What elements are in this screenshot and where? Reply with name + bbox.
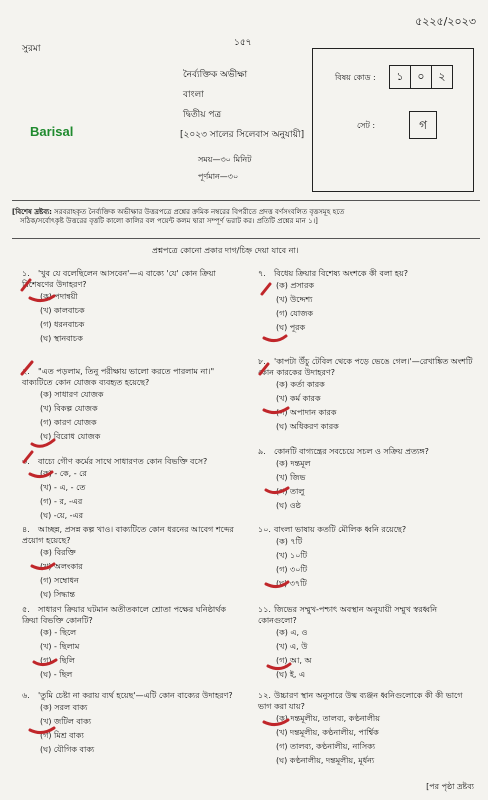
answer-option: (ঘ) স্থানবাচক bbox=[40, 334, 83, 343]
answer-option: (ঘ) পূরক bbox=[276, 323, 306, 332]
question-text bbox=[22, 456, 242, 467]
answer-option: (ঘ) ওষ্ঠ bbox=[276, 501, 301, 510]
notice-line-1: সরবরাহকৃত নৈর্ব্যক্তিক অভীক্ষার উত্তরপত্রে প্রশ্নের ক্রমিক নম্বরের বিপরীতে প্রদত্ত বর্ণসংবলিত বৃত্তসমূহ হতে bbox=[54, 208, 345, 216]
set-value-box: গ bbox=[409, 111, 437, 139]
question-text bbox=[22, 268, 242, 290]
answer-option: (ঘ) - ছিল bbox=[40, 670, 73, 679]
exam-time: সময়—৩০ মিনিট bbox=[198, 155, 252, 164]
right-question-1 bbox=[258, 268, 478, 335]
answer-option: (গ) সম্বোধন bbox=[40, 576, 79, 585]
answer-option: (খ) বিকল্প যোজক bbox=[40, 404, 98, 413]
answer-option: (গ) ৩০টি bbox=[276, 565, 308, 574]
code-digit-1: ১ bbox=[389, 65, 411, 89]
answer-option: (ক) কর্তা কারক bbox=[276, 380, 325, 389]
question-number: ৯. bbox=[258, 447, 266, 456]
next-page-note: [পর পৃষ্ঠা দ্রষ্টব্য bbox=[426, 782, 474, 791]
answer-option: (ঘ) -য়ে, -এর bbox=[40, 511, 84, 520]
answer-option: (খ) - ছিলাম bbox=[40, 642, 80, 651]
notice-line-2: সঠিক/সর্বোৎকৃষ্ট উত্তরের বৃত্তটি কালো কালির বল পয়েন্ট কলম দ্বারা সম্পূর্ণ ভরাট কর। প্রতিটি প্রশ্নের মান ১।] bbox=[20, 217, 318, 225]
paper-name: দ্বিতীয় পত্র bbox=[183, 110, 222, 120]
answer-option: (ঘ) ই, এ bbox=[276, 670, 306, 679]
subject-code-label: বিষয় কোড : bbox=[335, 73, 376, 82]
paper-code: ৫২২৫/২০২৩ bbox=[415, 15, 476, 28]
left-question-5 bbox=[22, 604, 242, 682]
right-question-5 bbox=[258, 604, 478, 682]
question-number: ৮. bbox=[258, 357, 266, 366]
answer-option: (ক) দন্তমূলীয়, তালব্য, কণ্ঠনালীয় bbox=[276, 714, 380, 723]
answer-option: (ক) - ছিলে bbox=[40, 628, 77, 637]
exam-type: নৈর্ব্যক্তিক অভীক্ষা bbox=[183, 70, 248, 80]
left-question-4 bbox=[22, 524, 242, 602]
answer-option: (ঘ) কণ্ঠনালীয়, দন্তমূলীয়, মূর্ধন্য bbox=[276, 756, 375, 765]
left-question-2 bbox=[22, 366, 242, 444]
notice-label: [বিশেষ দ্রষ্টব্য: bbox=[12, 208, 52, 216]
question-text bbox=[258, 524, 478, 535]
question-stem: "এত পড়লাম, তিনু পরীক্ষায় ভালো করতে পারলাম না।" বাক্যটিতে কোন যোজক ব্যবহৃত হয়েছে? bbox=[22, 367, 215, 387]
question-stem: কোনটি বাগ্যন্ত্রের সবচেয়ে সচল ও সক্রিয় প্রত্যঙ্গ? bbox=[274, 447, 429, 456]
code-digit-2: ০ bbox=[411, 65, 432, 89]
answer-option: (খ) অলংকার bbox=[40, 562, 83, 571]
question-stem: বিধেয় ক্রিয়ার বিশেষ্য অংশকে কী বলা হয়? bbox=[274, 269, 408, 278]
question-text bbox=[22, 690, 242, 701]
question-number: ২. bbox=[22, 367, 30, 376]
right-question-4 bbox=[258, 524, 478, 591]
pen-mark bbox=[264, 336, 286, 341]
answer-option: (গ) তালব্য, কণ্ঠনালীয়, নাসিক্য bbox=[276, 742, 376, 751]
answer-option: (গ) অপাদান কারক bbox=[276, 408, 337, 417]
answer-option: (গ) তালু bbox=[276, 487, 305, 496]
answer-option: (খ) - এ, - তে bbox=[40, 483, 86, 492]
answer-option: (ক) দন্তমূল bbox=[276, 459, 311, 468]
page-number: ১৫৭ bbox=[234, 38, 252, 48]
question-text bbox=[258, 604, 478, 626]
answer-option: (খ) জিভ bbox=[276, 473, 306, 482]
answer-option: (ক) বিরক্তি bbox=[40, 548, 76, 557]
code-digit-3: ২ bbox=[432, 65, 453, 89]
question-number: ৩. bbox=[22, 457, 30, 466]
syllabus-note: [২০২৩ সালের সিলেবাস অনুযায়ী] bbox=[180, 130, 305, 140]
question-number: ১১. bbox=[258, 605, 271, 614]
question-stem: 'খুব যে বলেছিলেন আসবেন'—এ বাক্যে 'যে' কোন ক্রিয়া বিশেষণের উদাহরণ? bbox=[22, 269, 216, 289]
set-label: সেট : bbox=[357, 121, 376, 130]
question-number: ৪. bbox=[22, 525, 30, 534]
answer-option: (খ) জটিল বাক্য bbox=[40, 717, 92, 726]
answer-option: (ঘ) যৌগিক বাক্য bbox=[40, 745, 95, 754]
question-text bbox=[22, 366, 242, 388]
answer-option: (খ) উদ্দেশ্য bbox=[276, 295, 313, 304]
answer-option: (খ) কর্ম কারক bbox=[276, 394, 321, 403]
question-text bbox=[258, 446, 478, 457]
no-mark-instruction: প্রশ্নপত্রে কোনো প্রকার দাগ/চিহ্ন দেয়া যাবে না। bbox=[152, 246, 299, 255]
question-stem: 'তুমি চেষ্টা না করায় ব্যর্থ হয়েছ'—এটি কোন বাক্যের উদাহরণ? bbox=[38, 691, 233, 700]
left-question-6 bbox=[22, 690, 242, 757]
answer-option: (খ) এ, উ bbox=[276, 642, 308, 651]
question-number: ৭. bbox=[258, 269, 266, 278]
question-stem: জিভের সম্মুখ-পশ্চাৎ অবস্থান অনুযায়ী সম্মুখ স্বরধ্বনি কোনগুলো? bbox=[258, 605, 438, 625]
question-text bbox=[22, 524, 242, 546]
question-stem: 'কাপটা উঁচু টেবিল থেকে পড়ে ভেঙে গেল।'—রেখাঙ্কিত অংশটি কোন কারকের উদাহরণ? bbox=[258, 357, 473, 377]
answer-option: (গ) ধরনবাচক bbox=[40, 320, 85, 329]
right-question-3 bbox=[258, 446, 478, 513]
answer-option: (ক) সরল বাক্য bbox=[40, 703, 88, 712]
answer-option: (খ) ১০টি bbox=[276, 551, 308, 560]
left-question-1 bbox=[22, 268, 242, 346]
question-text bbox=[258, 690, 478, 712]
answer-option: (ক) প্রসারক bbox=[276, 281, 314, 290]
question-text bbox=[258, 268, 478, 279]
answer-option: (গ) আ, অ bbox=[276, 656, 312, 665]
answer-option: (খ) কালবাচক bbox=[40, 306, 85, 315]
question-stem: বাচ্যে গৌণ কর্মের সাথে সাধারণত কোন বিভক্তি বসে? bbox=[38, 457, 208, 466]
answer-option: (ক) ৭টি bbox=[276, 537, 303, 546]
answer-option: (ক) এ, ও bbox=[276, 628, 308, 637]
question-number: ১২. bbox=[258, 691, 271, 700]
right-question-6 bbox=[258, 690, 478, 768]
right-question-2 bbox=[258, 356, 478, 434]
question-stem: উচ্চারণ স্থান অনুসারে উষ্ম ব্যঞ্জন ধ্বনিগুলোকে কী কী ভাগে ভাগ করা যায়? bbox=[258, 691, 463, 711]
answer-option: (গ) - র, -এর bbox=[40, 497, 83, 506]
answer-option: (ঘ) বিরোধ যোজক bbox=[40, 432, 101, 441]
question-stem: আচ্ছন্ন, প্রসন্ন কল্প খাও। বাক্যটিতে কোন ধরনের আবেগ শব্দের প্রয়োগ হয়েছে? bbox=[22, 525, 234, 545]
full-marks: পূর্ণমান—৩০ bbox=[198, 172, 239, 181]
notice-bottom-rule bbox=[12, 238, 480, 239]
question-number: ১. bbox=[22, 269, 30, 278]
info-box bbox=[312, 48, 474, 192]
question-text bbox=[258, 356, 478, 378]
answer-option: (ক) - কে, - রে bbox=[40, 469, 87, 478]
answer-option: (গ) যোজক bbox=[276, 309, 313, 318]
brand-watermark: Barisal bbox=[30, 124, 74, 139]
answer-option: (ক) সাধারণ যোজক bbox=[40, 390, 104, 399]
question-number: ৫. bbox=[22, 605, 30, 614]
notice-text bbox=[12, 208, 478, 226]
answer-option: (গ) মিশ্র বাক্য bbox=[40, 731, 84, 740]
answer-option: (ক) পদান্বয়ী bbox=[40, 292, 78, 301]
question-stem: সাধারণ ক্রিয়ার ঘটমান অতীতকালে শ্রোতা পক্ষের ঘনিষ্ঠার্থক ক্রিয়া বিভক্তি কোনটি? bbox=[22, 605, 227, 625]
question-number: ৬. bbox=[22, 691, 30, 700]
answer-option: (গ) - ছিলি bbox=[40, 656, 75, 665]
answer-option: (গ) কারণ যোজক bbox=[40, 418, 97, 427]
answer-option: (ঘ) সিদ্ধান্ত bbox=[40, 590, 76, 599]
question-text bbox=[22, 604, 242, 626]
subject-code-boxes bbox=[389, 65, 453, 89]
subject-name: বাংলা bbox=[183, 90, 204, 100]
answer-option: (ঘ) অধিকরণ কারক bbox=[276, 422, 339, 431]
left-question-3 bbox=[22, 456, 242, 523]
question-stem: বাংলা ভাষায় কতটি মৌলিক ধ্বনি রয়েছে? bbox=[274, 525, 407, 534]
notice-top-rule bbox=[12, 200, 480, 201]
answer-option: (ঘ) ৩৭টি bbox=[276, 579, 307, 588]
question-number: ১০. bbox=[258, 525, 271, 534]
answer-option: (খ) দন্তমূলীয়, কণ্ঠনালীয়, পার্শ্বিক bbox=[276, 728, 379, 737]
board-name: সুরমা bbox=[22, 44, 41, 54]
